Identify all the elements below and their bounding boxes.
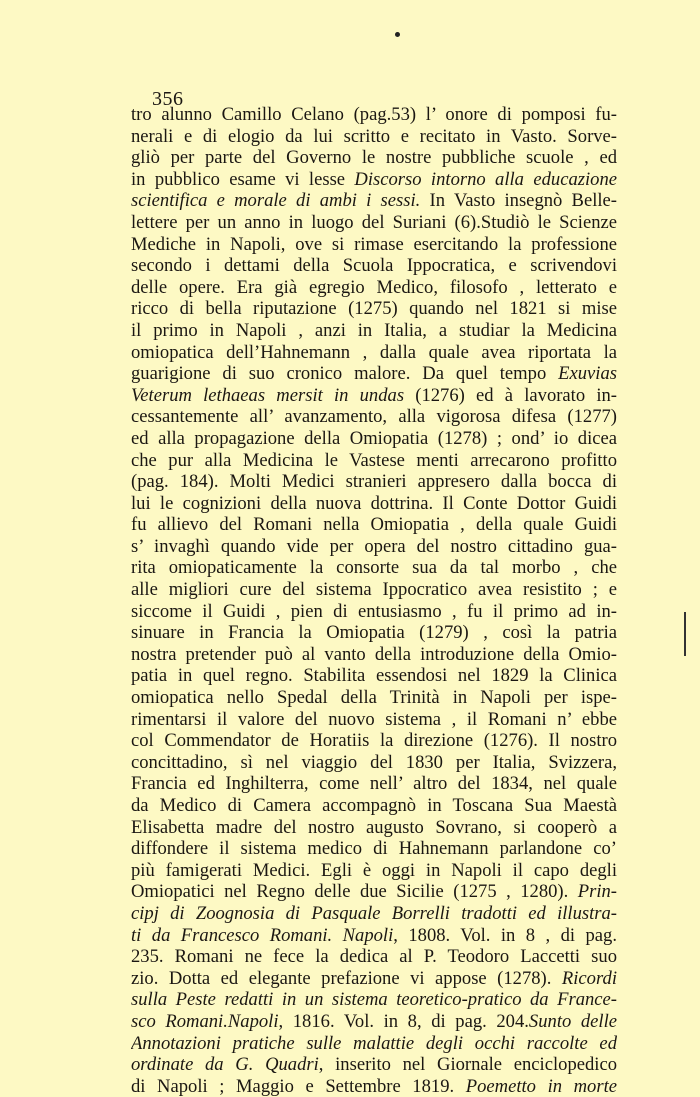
text-line bbox=[131, 450, 617, 472]
text-line bbox=[131, 255, 617, 277]
text-line bbox=[131, 298, 617, 320]
italic-run: Sunto delle bbox=[528, 1010, 617, 1032]
text-run: in pubblico esame vi lesse bbox=[131, 168, 355, 190]
text-run: 235. Romani ne fece la dedica al P. Teodoro Laccetti suo bbox=[131, 946, 617, 968]
text-run: cessantemente all’ avanzamento, alla vigorosa difesa (1277) bbox=[131, 406, 617, 428]
italic-run: ti da Francesco Romani. Napoli bbox=[131, 924, 394, 946]
text-run: il primo in Napoli , anzi in Italia, a studiar la Medicina bbox=[131, 319, 617, 341]
text-line bbox=[131, 795, 617, 817]
text-line bbox=[131, 1033, 617, 1055]
text-line bbox=[131, 968, 617, 990]
italic-run: Veterum lethaeas mersit in undas bbox=[131, 384, 405, 406]
text-run: di Napoli ; Maggio e Settembre 1819. bbox=[131, 1075, 466, 1097]
text-line bbox=[131, 622, 617, 644]
text-run: che pur alla Medicina le Vastese menti arrecarono profitto bbox=[131, 449, 617, 471]
text-run: , 1808. Vol. in 8 , di pag. bbox=[393, 924, 617, 946]
text-run: sinuare in Francia la Omiopatia (1279) , così la patria bbox=[131, 622, 617, 644]
text-line bbox=[131, 773, 617, 795]
text-run: secondo i dettami della Scuola Ippocratica, e scrivendovi bbox=[131, 255, 617, 277]
italic-run: Ricordi bbox=[561, 967, 617, 989]
italic-run: Prin- bbox=[577, 881, 617, 903]
text-run: nerali e di elogio da lui scritto e recitato in Vasto. Sorve- bbox=[131, 125, 617, 147]
text-line bbox=[131, 342, 617, 364]
text-line bbox=[131, 428, 617, 450]
text-line bbox=[131, 946, 617, 968]
text-line bbox=[131, 493, 617, 515]
text-run: Elisabetta madre del nostro augusto Sovrano, si cooperò a bbox=[131, 816, 617, 838]
text-line bbox=[131, 601, 617, 623]
text-run: (1276) ed à lavorato in- bbox=[404, 384, 617, 406]
text-run: più famigerati Medici. Egli è oggi in Napoli il capo degli bbox=[131, 859, 617, 881]
text-run: , 1816. Vol. in 8, di pag. 204. bbox=[278, 1010, 529, 1032]
text-run: gliò per parte del Governo le nostre pubbliche scuole , ed bbox=[131, 147, 617, 169]
text-line bbox=[131, 471, 617, 493]
text-line bbox=[131, 169, 617, 191]
text-run: siccome il Guidi , pien di entusiasmo , fu il primo ad in- bbox=[131, 600, 617, 622]
text-run: , inserito nel Giornale enciclopedico bbox=[318, 1054, 617, 1076]
text-line bbox=[131, 687, 617, 709]
text-run: ed alla propagazione della Omiopatia (1278) ; ond’ io dicea bbox=[131, 427, 617, 449]
text-line bbox=[131, 104, 617, 126]
text-line bbox=[131, 817, 617, 839]
italic-run: scientifica e morale di ambi i sessi. bbox=[131, 190, 421, 212]
italic-run: sulla Peste redatti in un sistema teoretico-pratico da France- bbox=[131, 989, 617, 1011]
text-line bbox=[131, 126, 617, 148]
text-run: diffondere il sistema medico di Hahnemann parlandone co’ bbox=[131, 838, 617, 860]
text-run: omiopatica dell’Hahnemann , dalla quale avea riportata la bbox=[131, 341, 617, 363]
text-run: Mediche in Napoli, ove si rimase esercitando la professione bbox=[131, 233, 617, 255]
text-line bbox=[131, 385, 617, 407]
margin-mark bbox=[684, 612, 686, 656]
text-run: nostra pretender può al vanto della introduzione della Omio- bbox=[131, 643, 617, 665]
text-line bbox=[131, 903, 617, 925]
text-line bbox=[131, 320, 617, 342]
text-line bbox=[131, 212, 617, 234]
ink-dot bbox=[395, 32, 400, 37]
text-line bbox=[131, 881, 617, 903]
text-line bbox=[131, 147, 617, 169]
text-run: zio. Dotta ed elegante prefazione vi appose (1278). bbox=[131, 967, 562, 989]
text-line bbox=[131, 752, 617, 774]
body-text bbox=[131, 104, 617, 1097]
text-line bbox=[131, 665, 617, 687]
text-line bbox=[131, 190, 617, 212]
text-run: rimentarsi il valore del nuovo sistema , il Romani n’ ebbe bbox=[131, 708, 617, 730]
text-line bbox=[131, 644, 617, 666]
page-number: 356 bbox=[152, 88, 184, 110]
italic-run: Discorso intorno alla educazione bbox=[354, 168, 617, 190]
italic-run: sco Romani.Napoli bbox=[131, 1010, 279, 1032]
text-line bbox=[131, 234, 617, 256]
text-line bbox=[131, 536, 617, 558]
text-line bbox=[131, 557, 617, 579]
text-line bbox=[131, 514, 617, 536]
text-run: Francia ed Inghilterra, come nell’ altro del 1834, nel quale bbox=[131, 773, 617, 795]
text-run: fu allievo del Romani nella Omiopatia , della quale Guidi bbox=[131, 514, 617, 536]
text-line bbox=[131, 860, 617, 882]
text-line bbox=[131, 730, 617, 752]
italic-run: ordinate da G. Quadri bbox=[131, 1054, 319, 1076]
text-run: col Commendator de Horatiis la direzione (1276). Il nostro bbox=[131, 730, 617, 752]
italic-run: Annotazioni pratiche sulle malattie degli occhi raccolte ed bbox=[131, 1032, 617, 1054]
text-run: delle opere. Era già egregio Medico, filosofo , letterato e bbox=[131, 276, 617, 298]
italic-run: Poemetto in morte bbox=[465, 1075, 617, 1097]
text-run: (pag. 184). Molti Medici stranieri appresero dalla bocca di bbox=[131, 471, 617, 493]
italic-run: cipj di Zoognosia di Pasquale Borrelli tradotti ed illustra- bbox=[131, 902, 617, 924]
text-run: omiopatica nello Spedal della Trinità in Napoli per ispe- bbox=[131, 687, 617, 709]
text-run: patia in quel regno. Stabilita essendosi nel 1829 la Clinica bbox=[131, 665, 617, 687]
text-line bbox=[131, 925, 617, 947]
text-run: rita omiopaticamente la consorte sua da tal morbo , che bbox=[131, 557, 617, 579]
text-run: s’ invaghì quando vide per opera del nostro cittadino gua- bbox=[131, 535, 617, 557]
text-run: lui le cognizioni della nuova dottrina. Il Conte Dottor Guidi bbox=[131, 492, 617, 514]
text-run: concittadino, sì nel viaggio del 1830 per Italia, Svizzera, bbox=[131, 751, 617, 773]
text-line bbox=[131, 838, 617, 860]
text-run: lettere per un anno in luogo del Suriani (6).Studiò le Scienze bbox=[131, 211, 617, 233]
text-line bbox=[131, 277, 617, 299]
italic-run: Exuvias bbox=[558, 363, 617, 385]
text-line bbox=[131, 709, 617, 731]
text-line bbox=[131, 1054, 617, 1076]
text-run: da Medico di Camera accompagnò in Toscana Sua Maestà bbox=[131, 795, 617, 816]
text-run: tro alunno Camillo Celano (pag.53) l’ onore di pomposi fu- bbox=[131, 104, 617, 125]
text-line bbox=[131, 579, 617, 601]
text-line bbox=[131, 363, 617, 385]
text-run: alle migliori cure del sistema Ippocratico avea resistito ; e bbox=[131, 579, 617, 601]
text-run: Omiopatici nel Regno delle due Sicilie (1275 , 1280). bbox=[131, 881, 578, 903]
text-run: guarigione di suo cronico malore. Da quel tempo bbox=[131, 363, 559, 385]
text-line bbox=[131, 1011, 617, 1033]
text-run: In Vasto insegnò Belle- bbox=[420, 190, 617, 212]
text-line bbox=[131, 989, 617, 1011]
text-run: ricco di bella riputazione (1275) quando nel 1821 si mise bbox=[131, 298, 617, 320]
text-line bbox=[131, 406, 617, 428]
